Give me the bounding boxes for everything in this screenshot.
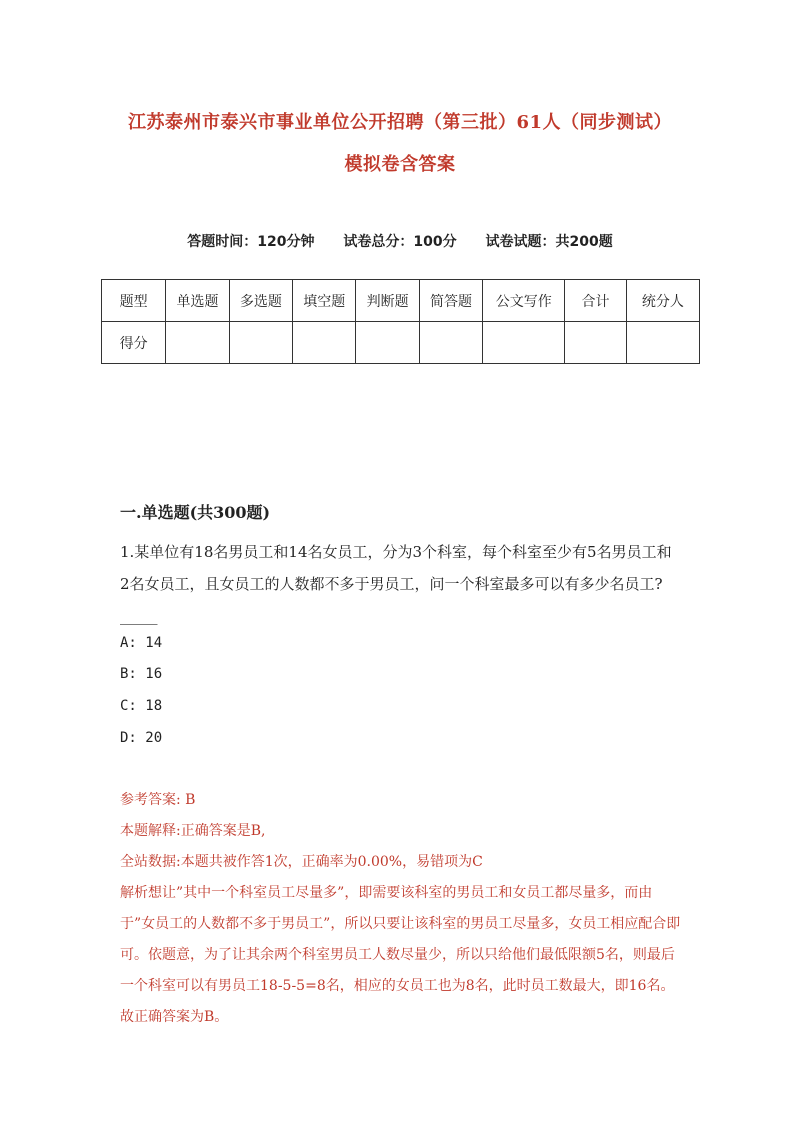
score-row-label: 得分 (102, 322, 166, 364)
score-cell (483, 322, 565, 364)
reference-answer: 参考答案: B (120, 792, 196, 808)
doc-title-line1: 江苏泰州市泰兴市事业单位公开招聘（第三批）61人（同步测试） (127, 112, 673, 133)
score-header-cell: 单选题 (166, 280, 229, 322)
score-table (101, 279, 700, 364)
score-cell (565, 322, 626, 364)
doc-title-line2: 模拟卷含答案 (344, 154, 456, 175)
score-header-cell: 填空题 (293, 280, 356, 322)
score-cell (626, 322, 699, 364)
option-a: A: 14 (120, 635, 163, 651)
section-title: 一.单选题(共300题) (120, 503, 271, 522)
question-text: 1.某单位有18名男员工和14名女员工，分为3个科室，每个科室至少有5名男员工和2名女员工，且女员工的人数都不多于男员工，问一个科室最多可以有多少名员工?_____ (120, 543, 672, 625)
score-header-cell: 判断题 (356, 280, 419, 322)
option-d: D: 20 (120, 730, 163, 746)
score-header-cell: 简答题 (419, 280, 482, 322)
score-header-cell: 公文写作 (483, 280, 565, 322)
score-table-row (102, 322, 700, 364)
score-header-cell: 多选题 (229, 280, 292, 322)
score-header-cell: 合计 (565, 280, 626, 322)
score-cell (229, 322, 292, 364)
answer-stats: 全站数据:本题共被作答1次，正确率为0.00%，易错项为C (120, 854, 483, 870)
score-table-header-row (102, 280, 700, 322)
score-cell (166, 322, 229, 364)
answer-analysis: 解析想让”其中一个科室员工尽量多”，即需要该科室的男员工和女员工都尽量多，而由于”女员工的人数都不多于男员工”，所以只要让该科室的男员工尽量多，女员工相应配合即可。依题意，为了让其余两个科室男员工人数尽量少，所以只给他们最低限额5名，则最后一个科室可以有男员工18-5-5=8名，相应的女员工也为8名，此时员工数最大，即16名。故正确答案为B。 (120, 885, 681, 1025)
score-header-cell: 题型 (102, 280, 166, 322)
score-cell (419, 322, 482, 364)
exam-meta (0, 231, 800, 251)
exam-question-count: 试卷试题：共200题 (485, 234, 613, 250)
answer-explanation: 本题解释:正确答案是B, (120, 823, 266, 839)
score-cell (293, 322, 356, 364)
exam-total-score: 试卷总分：100分 (343, 234, 457, 250)
score-header-cell: 统分人 (626, 280, 699, 322)
option-b: B: 16 (120, 666, 163, 682)
option-c: C: 18 (120, 698, 163, 714)
exam-time: 答题时间：120分钟 (187, 234, 315, 250)
score-cell (356, 322, 419, 364)
